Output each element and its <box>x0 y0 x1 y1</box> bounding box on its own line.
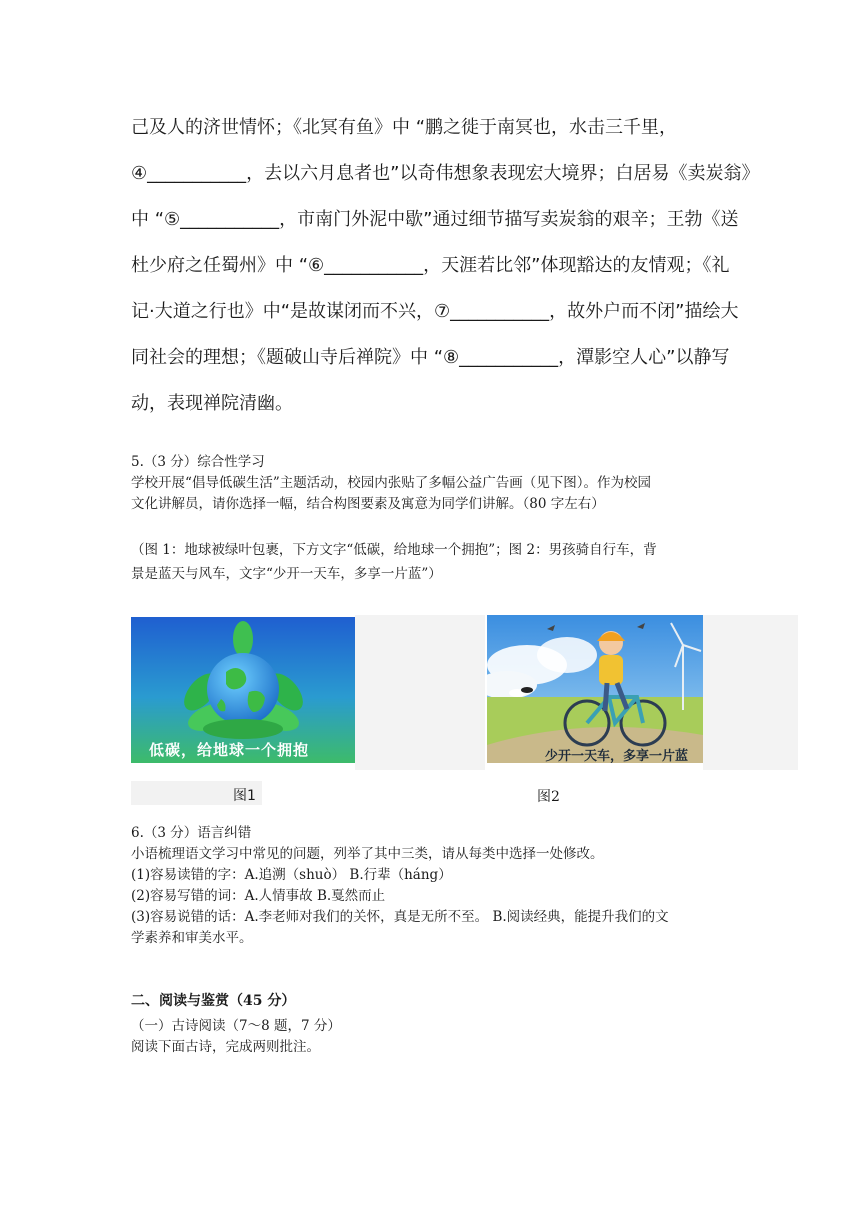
boy-bicycle-illustration <box>487 615 703 763</box>
question-5 <box>131 452 751 515</box>
question-text: (1)容易读错的字：A.追溯（shuò） B.行辈（háng） <box>131 867 452 883</box>
paragraph-line: 记·大道之行也》中“是故谋闭而不兴，⑦___________，故外户而不闭”描绘大 <box>131 301 739 322</box>
figure-2-image <box>487 615 703 763</box>
section-2-title: 二、阅读与鉴赏（45 分） <box>131 993 296 1009</box>
question-title: 6.（3 分）语言纠错 <box>131 825 252 841</box>
subsection-title: （一）古诗阅读（7～8 题，7 分） <box>131 1018 341 1034</box>
figure-2-margin <box>703 615 798 770</box>
figure-2-banner: 少开一天车，多享一片蓝 <box>545 749 689 763</box>
hint-line: 景是蓝天与风车，文字“少开一天车，多享一片蓝”） <box>131 566 442 582</box>
instruction-text: 阅读下面古诗，完成两则批注。 <box>131 1039 320 1055</box>
poem-fill-paragraph <box>131 105 760 427</box>
hint-line: （图 1：地球被绿叶包裹，下方文字“低碳，给地球一个拥抱”；图 2：男孩骑自行车，背 <box>131 542 657 558</box>
question-text: (2)容易写错的词：A.人情事故 B.戛然而止 <box>131 888 386 904</box>
question-text: 学素养和审美水平。 <box>131 930 253 946</box>
paragraph-line: 杜少府之任蜀州》中 “⑥___________，天涯若比邻”体现豁达的友情观；《礼 <box>131 255 730 276</box>
paragraph-line: 己及人的济世情怀；《北冥有鱼》中 “鹏之徙于南冥也，水击三千里， <box>131 117 678 138</box>
section-2-intro <box>131 1016 751 1058</box>
paragraph-line: ④___________，去以六月息者也”以奇伟想象表现宏大境界；白居易《卖炭翁》 <box>131 163 760 184</box>
question-text: 学校开展“倡导低碳生活”主题活动，校园内张贴了多幅公益广告画（见下图）。作为校园 <box>131 475 652 491</box>
paragraph-line: 动，表现禅院清幽。 <box>131 393 293 414</box>
figure-1-image <box>131 617 355 763</box>
paragraph-line: 同社会的理想；《题破山寺后禅院》中 “⑧___________，潭影空人心”以静写 <box>131 347 730 368</box>
figure-1-banner: 低碳，给地球一个拥抱 <box>149 741 310 759</box>
question-text: (3)容易说错的话：A.李老师对我们的关怀，真是无所不至。 B.阅读经典，能提升我们的文 <box>131 909 669 925</box>
question-text: 小语梳理语文学习中常见的问题，列举了其中三类，请从每类中选择一处修改。 <box>131 846 604 862</box>
question-text: 文化讲解员，请你选择一幅，结合构图要素及寓意为同学们讲解。（80 字左右） <box>131 496 605 512</box>
figure-description <box>131 538 751 586</box>
figure-1-caption: 图1 <box>233 788 256 804</box>
paragraph-line: 中 “⑤___________，市南门外泥中歇”通过细节描写卖炭翁的艰辛；王勃《送 <box>131 209 739 230</box>
question-title: 5.（3 分）综合性学习 <box>131 454 265 470</box>
figure-2-caption: 图2 <box>537 789 560 805</box>
question-6 <box>131 823 751 949</box>
figure-1-margin <box>355 615 485 770</box>
